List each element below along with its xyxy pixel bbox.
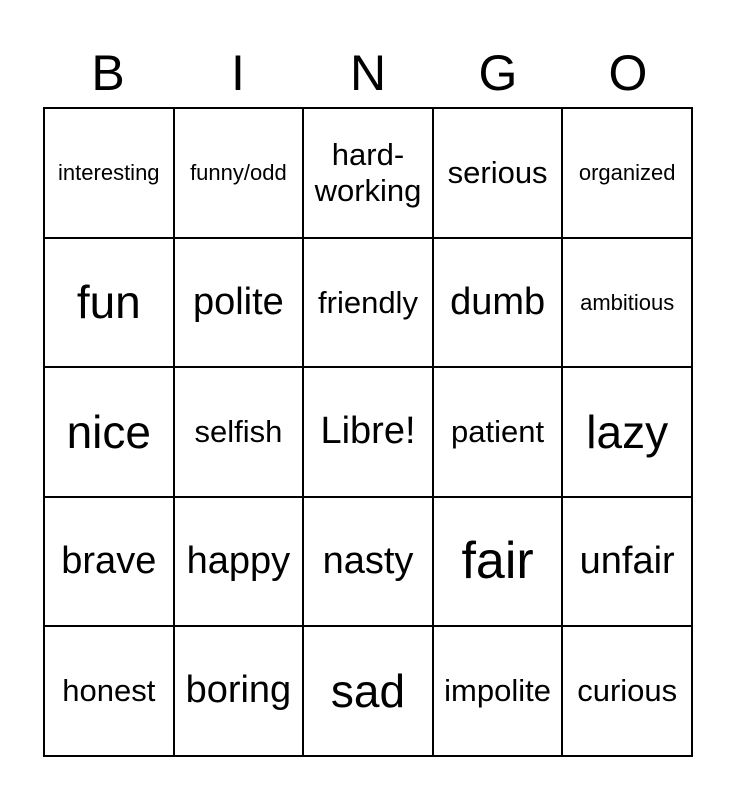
header-letter-i: I — [231, 45, 245, 101]
header-letter-g: G — [478, 45, 518, 101]
bingo-header — [43, 38, 693, 108]
bingo-cell[interactable] — [303, 238, 433, 368]
cell-label: lazy — [586, 405, 669, 458]
bingo-cell[interactable] — [174, 367, 304, 497]
bingo-cell[interactable] — [174, 497, 304, 627]
cell-label: organized — [578, 160, 676, 186]
bingo-cell[interactable] — [562, 367, 692, 497]
bingo-cell[interactable] — [174, 108, 304, 238]
cell-label: impolite — [444, 673, 551, 709]
cell-label: hard- working — [314, 137, 422, 208]
cell-label: interesting — [58, 160, 160, 186]
bingo-cell[interactable] — [562, 626, 692, 756]
cell-label: unfair — [579, 539, 675, 582]
bingo-cell[interactable] — [303, 497, 433, 627]
bingo-cell[interactable] — [562, 497, 692, 627]
bingo-cell[interactable] — [562, 108, 692, 238]
cell-label: fun — [76, 275, 141, 328]
cell-label: fair — [461, 531, 534, 590]
bingo-cell[interactable] — [433, 497, 563, 627]
cell-label: patient — [451, 414, 545, 450]
cell-label: selfish — [194, 414, 283, 450]
cell-label: boring — [185, 669, 292, 712]
bingo-cell-free[interactable] — [303, 367, 433, 497]
bingo-cell[interactable] — [433, 367, 563, 497]
cell-label: nasty — [322, 539, 414, 582]
cell-label: curious — [577, 673, 678, 709]
cell-label: honest — [62, 673, 156, 709]
cell-label: brave — [61, 539, 157, 582]
bingo-cell[interactable] — [433, 108, 563, 238]
bingo-cell[interactable] — [174, 626, 304, 756]
cell-label: serious — [447, 154, 548, 190]
header-letter-b: B — [91, 45, 125, 101]
bingo-cell[interactable] — [174, 238, 304, 368]
bingo-cell[interactable] — [44, 108, 174, 238]
bingo-cell[interactable] — [44, 367, 174, 497]
cell-label: funny/odd — [190, 160, 287, 186]
bingo-cell[interactable] — [303, 626, 433, 756]
bingo-cell[interactable] — [44, 497, 174, 627]
bingo-cell[interactable] — [44, 238, 174, 368]
cell-label: Libre! — [320, 410, 416, 453]
cell-label: polite — [192, 280, 284, 323]
bingo-cell[interactable] — [433, 626, 563, 756]
bingo-cell[interactable] — [44, 626, 174, 756]
bingo-cell[interactable] — [433, 238, 563, 368]
cell-label: happy — [186, 539, 291, 582]
bingo-cell[interactable] — [562, 238, 692, 368]
cell-label: nice — [66, 405, 151, 458]
bingo-card — [43, 107, 693, 757]
cell-label: friendly — [318, 284, 418, 320]
bingo-cell[interactable] — [303, 108, 433, 238]
cell-label: dumb — [450, 280, 546, 323]
header-letter-n: N — [349, 45, 387, 101]
cell-label: ambitious — [580, 289, 675, 315]
cell-label: sad — [330, 664, 406, 717]
header-letter-o: O — [608, 45, 648, 101]
